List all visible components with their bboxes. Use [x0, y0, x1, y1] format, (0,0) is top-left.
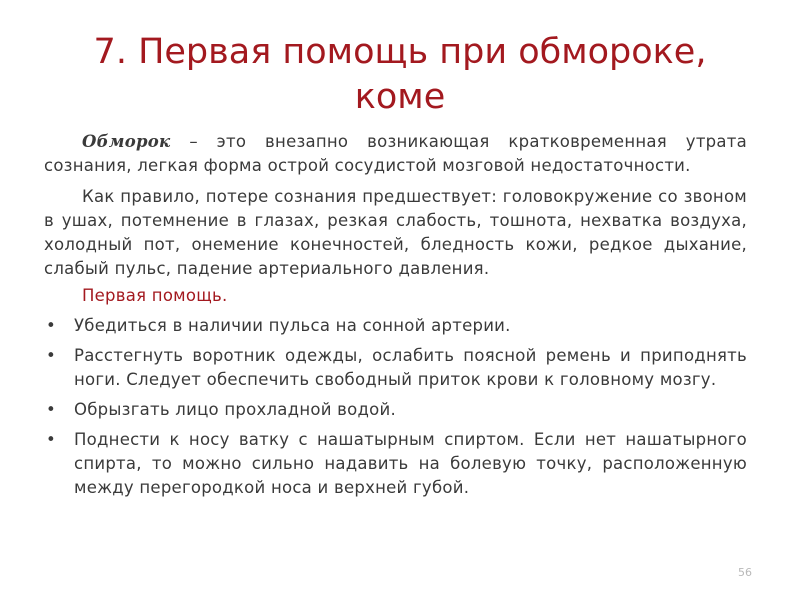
list-item	[44, 314, 747, 338]
definition-term: Обморок	[82, 132, 171, 151]
list-item	[44, 428, 747, 500]
page-number: 56	[738, 566, 752, 579]
slide-content	[44, 130, 747, 500]
slide-title-line-2: коме	[354, 77, 446, 117]
step-text: Убедиться в наличии пульса на сонной артерии.	[74, 316, 511, 335]
bullet-icon: •	[46, 316, 56, 335]
list-item	[44, 344, 747, 392]
step-text: Обрызгать лицо прохладной водой.	[74, 400, 396, 419]
slide-title	[0, 30, 800, 120]
bullet-icon: •	[46, 400, 56, 419]
definition-text: – это внезапно возникающая кратковременная утрата сознания, легкая форма острой сосудистой мозговой недостаточности.	[44, 132, 747, 175]
bullet-icon: •	[46, 346, 56, 365]
first-aid-steps-list	[44, 314, 747, 500]
list-item	[44, 398, 747, 422]
first-aid-heading: Первая помощь.	[82, 286, 228, 305]
symptoms-paragraph: Как правило, потере сознания предшествует: головокружение со звоном в ушах, потемнение в глазах, резкая слабость, тошнота, нехватка воздуха, холодный пот, онемение конечностей, бледность кожи, редкое дыхание, слабый пульс, падение артериального давления.	[44, 187, 747, 278]
step-text: Поднести к носу ватку с нашатырным спиртом. Если нет нашатырного спирта, то можно сильно надавить на болевую точку, расположенную между перегородкой носа и верхней губой.	[74, 430, 747, 497]
slide-title-line-1: 7. Первая помощь при обмороке,	[93, 32, 707, 72]
bullet-icon: •	[46, 430, 56, 449]
step-text: Расстегнуть воротник одежды, ослабить поясной ремень и приподнять ноги. Следует обеспечить свободный приток крови к головному мозгу.	[74, 346, 747, 389]
definition-paragraph	[44, 130, 747, 178]
